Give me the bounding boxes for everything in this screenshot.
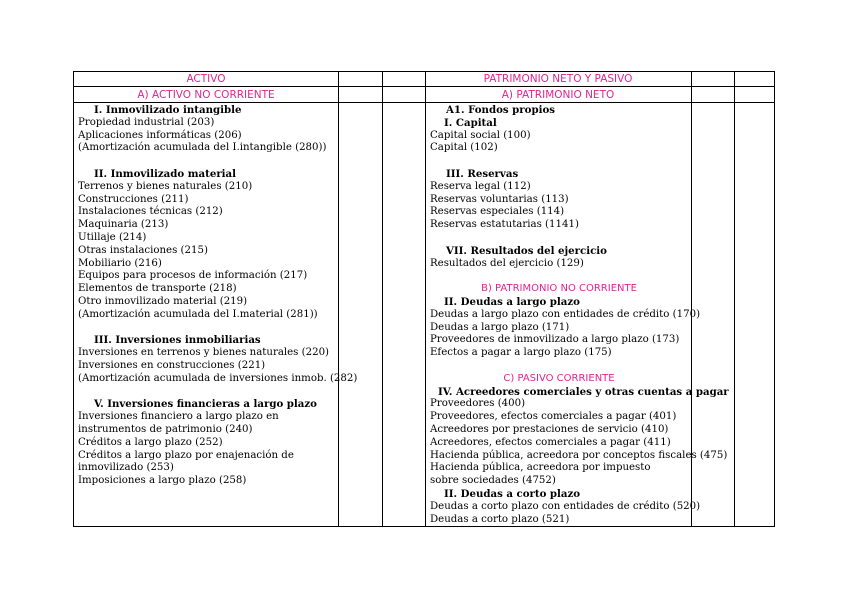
account-line: Aplicaciones informáticas (206) — [78, 129, 242, 141]
account-line: Capital social (100) — [430, 129, 531, 141]
section-title: V. Inversiones financieras a largo plazo — [94, 398, 317, 411]
section-title: IV. Acreedores comerciales y otras cuentas a pagar — [438, 385, 729, 398]
account-line: Acreedores por prestaciones de servicio (410) — [430, 423, 669, 435]
account-line: Reservas estatutarias (1141) — [430, 219, 579, 231]
account-line: Maquinaria (213) — [78, 219, 169, 231]
account-line: Reservas especiales (114) — [430, 206, 565, 218]
row-divider — [74, 86, 774, 87]
account-line: Inversiones en construcciones (221) — [78, 359, 266, 371]
section-title: I. Capital — [444, 116, 497, 129]
account-line: Hacienda pública, acreedora por conceptos fiscales (475) — [430, 449, 728, 461]
account-line: Efectos a pagar a largo plazo (175) — [430, 347, 612, 359]
balance-table — [73, 71, 775, 527]
account-line: Deudas a corto plazo con entidades de crédito (520) — [430, 500, 701, 512]
account-line: Créditos a largo plazo por enajenación de inmovilizado (253) — [78, 449, 294, 474]
account-line: Deudas a largo plazo con entidades de crédito (170) — [430, 308, 701, 320]
account-line: Equipos para procesos de información (217) — [78, 270, 308, 282]
account-line: Mobiliario (216) — [78, 257, 162, 269]
account-line: Instalaciones técnicas (212) — [78, 206, 223, 218]
section-title: VII. Resultados del ejercicio — [446, 244, 607, 257]
account-line: Inversiones en terrenos y bienes naturales (220) — [78, 347, 330, 359]
pasivo-header: PATRIMONIO NETO Y PASIVO — [483, 73, 633, 85]
section-header-pink: B) PATRIMONIO NO CORRIENTE — [481, 283, 637, 295]
section-title: II. Inmovilizado material — [94, 167, 237, 180]
account-line: Otras instalaciones (215) — [78, 244, 208, 256]
activo-header: ACTIVO — [186, 73, 226, 85]
account-line: Inversiones financiero a largo plazo en instrumentos de patrimonio (240) — [78, 411, 279, 435]
account-line: Utillaje (214) — [78, 231, 147, 243]
col-divider — [425, 72, 426, 526]
account-line: Proveedores de inmovilizado a largo plazo (173) — [430, 334, 680, 346]
col-divider — [734, 72, 735, 526]
pasivo-subheader: A) PATRIMONIO NETO — [501, 89, 615, 101]
account-line: Construcciones (211) — [78, 193, 189, 205]
account-line: (Amortización acumulada del I.material (281)) — [78, 308, 318, 320]
section-title: II. Deudas a corto plazo — [444, 487, 581, 500]
account-line: Reservas voluntarias (113) — [430, 193, 569, 205]
activo-subheader: A) ACTIVO NO CORRIENTE — [137, 89, 275, 101]
account-line: Proveedores (400) — [430, 398, 526, 410]
section-title: A1. Fondos propios — [446, 104, 555, 116]
account-line: Capital (102) — [430, 142, 498, 154]
row-divider — [74, 102, 774, 103]
account-line: (Amortización acumulada del I.intangible (280)) — [78, 142, 327, 154]
account-line: Elementos de transporte (218) — [78, 283, 237, 295]
account-line: Propiedad industrial (203) — [78, 116, 215, 128]
account-line: Hacienda pública, acreedora por impuesto sobre sociedades (4752) — [430, 462, 651, 487]
section-title: II. Deudas a largo plazo — [444, 295, 580, 308]
activo-column — [78, 104, 358, 488]
account-line: Otro inmovilizado material (219) — [78, 295, 248, 307]
account-line: Resultados del ejercicio (129) — [430, 257, 584, 269]
section-title: III. Inversiones inmobiliarias — [94, 334, 261, 347]
account-line: Proveedores, efectos comerciales a pagar (401) — [430, 411, 677, 423]
col-divider — [338, 72, 339, 526]
account-line: Reserva legal (112) — [430, 180, 531, 192]
pasivo-column — [430, 104, 729, 526]
section-title: III. Reservas — [446, 167, 519, 180]
section-title: I. Inmovilizado intangible — [94, 104, 242, 116]
account-line: (Amortización acumulada de inversiones inmob. (282) — [78, 372, 358, 384]
col-divider — [382, 72, 383, 526]
account-line: Deudas a largo plazo (171) — [430, 321, 570, 333]
account-line: Créditos a largo plazo (252) — [78, 436, 223, 448]
account-line: Imposiciones a largo plazo (258) — [78, 475, 247, 487]
account-line: Terrenos y bienes naturales (210) — [78, 180, 253, 192]
section-header-pink: C) PASIVO CORRIENTE — [503, 372, 615, 384]
account-line: Acreedores, efectos comerciales a pagar (411) — [430, 436, 671, 448]
account-line: Deudas a corto plazo (521) — [430, 513, 570, 525]
